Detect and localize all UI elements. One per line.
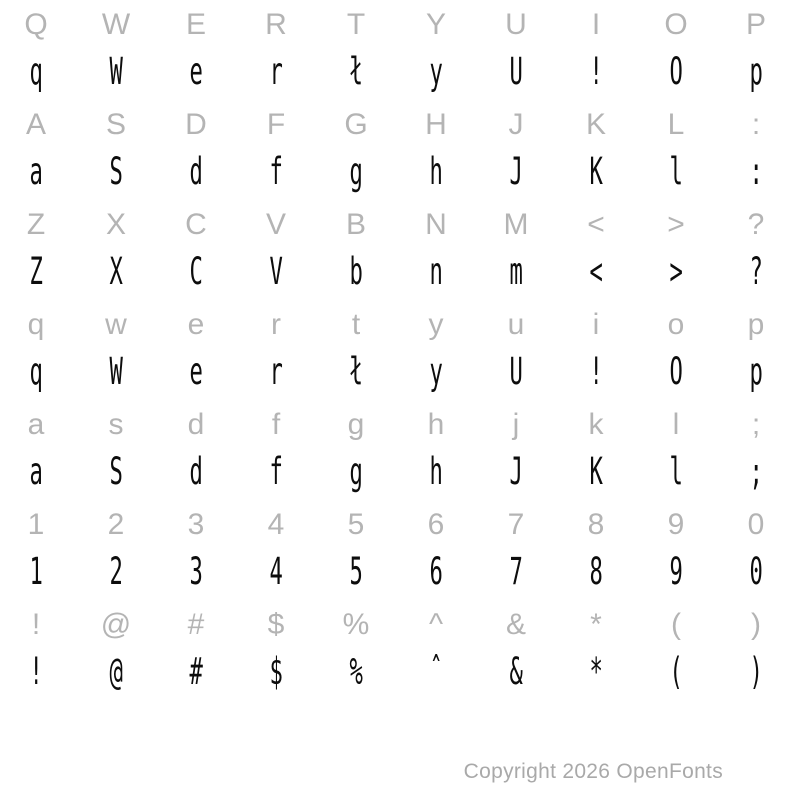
glyph-cell: [236, 450, 316, 505]
reference-glyph: 8: [587, 508, 605, 541]
reference-glyph: T: [346, 8, 366, 41]
glyph-cell: [476, 50, 556, 105]
specimen-row: [0, 250, 796, 305]
reference-glyph: >: [667, 208, 685, 241]
glyph-cell: [316, 650, 396, 705]
reference-glyph: r: [271, 308, 281, 341]
reference-glyph: 9: [667, 508, 685, 541]
specimen-glyph: q: [29, 50, 43, 93]
specimen-glyph: C: [189, 250, 203, 293]
specimen-glyph: ?: [749, 250, 763, 293]
reference-glyph: N: [425, 208, 447, 241]
specimen-glyph: h: [429, 450, 443, 493]
glyph-grid: [0, 5, 796, 705]
specimen-glyph: 4: [269, 550, 283, 593]
glyph-cell: [76, 50, 156, 105]
glyph-cell: [76, 450, 156, 505]
specimen-glyph: q: [29, 350, 43, 393]
specimen-glyph: r: [269, 350, 283, 393]
specimen-glyph: $: [269, 650, 283, 693]
specimen-glyph: S: [109, 150, 123, 193]
specimen-glyph: ): [749, 650, 763, 693]
specimen-glyph: #: [189, 650, 203, 693]
specimen-glyph: f: [269, 150, 283, 193]
specimen-glyph: p: [749, 50, 763, 93]
specimen-glyph: e: [189, 350, 203, 393]
glyph-cell: [0, 550, 76, 605]
reference-glyph: :: [751, 108, 761, 141]
reference-glyph: p: [747, 308, 765, 341]
specimen-glyph: l: [669, 150, 683, 193]
glyph-cell: [716, 350, 796, 405]
specimen-glyph: ł: [349, 50, 363, 93]
glyph-cell: [0, 650, 76, 705]
reference-glyph: t: [351, 308, 361, 341]
specimen-glyph: h: [429, 150, 443, 193]
reference-glyph: d: [187, 408, 205, 441]
specimen-row: [0, 150, 796, 205]
specimen-row: [0, 650, 796, 705]
glyph-cell: [556, 250, 636, 305]
glyph-cell: [476, 250, 556, 305]
specimen-glyph: &: [509, 650, 523, 693]
glyph-cell: [636, 150, 716, 205]
reference-glyph: o: [667, 308, 685, 341]
glyph-cell: [236, 250, 316, 305]
glyph-cell: [716, 550, 796, 605]
reference-glyph: 4: [267, 508, 285, 541]
specimen-glyph: O: [669, 50, 683, 93]
specimen-glyph: W: [109, 50, 123, 93]
glyph-cell: [476, 450, 556, 505]
glyph-cell: [716, 150, 796, 205]
reference-glyph: 7: [507, 508, 525, 541]
glyph-cell: [396, 550, 476, 605]
specimen-glyph: ;: [749, 450, 763, 493]
specimen-glyph: d: [189, 150, 203, 193]
glyph-cell: [396, 150, 476, 205]
reference-glyph: J: [508, 108, 524, 141]
glyph-cell: [0, 450, 76, 505]
reference-glyph: !: [31, 608, 41, 641]
specimen-glyph: %: [349, 650, 363, 693]
reference-glyph: 6: [427, 508, 445, 541]
reference-glyph: ^: [428, 608, 444, 641]
specimen-glyph: <: [589, 250, 603, 293]
glyph-cell: [156, 450, 236, 505]
reference-glyph: e: [187, 308, 205, 341]
specimen-glyph: y: [429, 50, 443, 93]
glyph-cell: [316, 550, 396, 605]
glyph-cell: [76, 550, 156, 605]
reference-glyph: a: [27, 408, 45, 441]
specimen-glyph: 5: [349, 550, 363, 593]
glyph-cell: [156, 650, 236, 705]
specimen-glyph: X: [109, 250, 123, 293]
glyph-cell: [316, 50, 396, 105]
specimen-glyph: b: [349, 250, 363, 293]
reference-glyph: 2: [107, 508, 125, 541]
reference-glyph: C: [185, 208, 207, 241]
specimen-glyph: J: [509, 450, 523, 493]
reference-glyph: &: [505, 608, 526, 641]
reference-glyph: q: [27, 308, 45, 341]
glyph-cell: [556, 650, 636, 705]
specimen-glyph: 2: [109, 550, 123, 593]
specimen-glyph: 7: [509, 550, 523, 593]
specimen-glyph: a: [29, 150, 43, 193]
specimen-glyph: K: [589, 150, 603, 193]
glyph-cell: [236, 550, 316, 605]
glyph-cell: [476, 150, 556, 205]
glyph-cell: [236, 650, 316, 705]
specimen-glyph: S: [109, 450, 123, 493]
glyph-cell: [636, 250, 716, 305]
reference-glyph: E: [185, 8, 206, 41]
glyph-cell: [716, 250, 796, 305]
specimen-glyph: ł: [349, 350, 363, 393]
specimen-glyph: g: [349, 150, 363, 193]
specimen-glyph: Z: [29, 250, 43, 293]
specimen-glyph: a: [29, 450, 43, 493]
reference-glyph: Y: [425, 8, 446, 41]
reference-glyph: s: [108, 408, 124, 441]
reference-glyph: G: [344, 108, 368, 141]
glyph-cell: [636, 450, 716, 505]
specimen-glyph: d: [189, 450, 203, 493]
glyph-cell: [476, 650, 556, 705]
reference-glyph: 1: [27, 508, 45, 541]
specimen-glyph: O: [669, 350, 683, 393]
reference-glyph: B: [345, 208, 366, 241]
glyph-cell: [156, 250, 236, 305]
copyright-text: Copyright 2026 OpenFonts: [463, 760, 723, 783]
glyph-cell: [556, 550, 636, 605]
glyph-cell: [396, 450, 476, 505]
reference-glyph: $: [267, 608, 285, 641]
specimen-glyph: m: [509, 250, 523, 293]
glyph-cell: [156, 150, 236, 205]
reference-glyph: S: [105, 108, 126, 141]
glyph-cell: [396, 350, 476, 405]
glyph-cell: [476, 550, 556, 605]
glyph-cell: [76, 150, 156, 205]
glyph-cell: [716, 50, 796, 105]
reference-glyph: U: [505, 8, 527, 41]
glyph-cell: [636, 650, 716, 705]
specimen-row: [0, 550, 796, 605]
reference-glyph: V: [265, 208, 286, 241]
glyph-cell: [636, 550, 716, 605]
reference-glyph: h: [427, 408, 445, 441]
glyph-cell: [396, 50, 476, 105]
specimen-glyph: !: [589, 350, 603, 393]
specimen-glyph: J: [509, 150, 523, 193]
reference-glyph: 0: [747, 508, 765, 541]
reference-glyph: g: [347, 408, 365, 441]
reference-glyph: A: [25, 108, 46, 141]
reference-glyph: i: [592, 308, 600, 341]
specimen-glyph: 0: [749, 550, 763, 593]
glyph-cell: [556, 350, 636, 405]
reference-glyph: <: [587, 208, 605, 241]
reference-glyph: *: [590, 608, 602, 641]
reference-glyph: (: [671, 608, 681, 641]
reference-glyph: Q: [24, 8, 48, 41]
glyph-cell: [236, 50, 316, 105]
glyph-cell: [716, 650, 796, 705]
specimen-row: [0, 350, 796, 405]
reference-glyph: ?: [747, 208, 765, 241]
specimen-glyph: e: [189, 50, 203, 93]
glyph-cell: [316, 150, 396, 205]
specimen-glyph: 9: [669, 550, 683, 593]
specimen-glyph: n: [429, 250, 443, 293]
specimen-glyph: U: [509, 350, 523, 393]
reference-glyph: H: [425, 108, 447, 141]
specimen-row: [0, 50, 796, 105]
reference-glyph: 5: [347, 508, 365, 541]
reference-glyph: P: [745, 8, 766, 41]
reference-glyph: #: [187, 608, 205, 641]
reference-glyph: u: [507, 308, 525, 341]
reference-glyph: L: [667, 108, 685, 141]
glyph-cell: [636, 50, 716, 105]
glyph-cell: [316, 250, 396, 305]
specimen-glyph: K: [589, 450, 603, 493]
specimen-glyph: 8: [589, 550, 603, 593]
reference-glyph: F: [266, 108, 286, 141]
glyph-cell: [556, 150, 636, 205]
specimen-glyph: (: [669, 650, 683, 693]
specimen-glyph: :: [749, 150, 763, 193]
specimen-glyph: 3: [189, 550, 203, 593]
specimen-glyph: >: [669, 250, 683, 293]
reference-glyph: f: [271, 408, 281, 441]
glyph-cell: [316, 350, 396, 405]
reference-glyph: I: [591, 8, 601, 41]
reference-glyph: W: [101, 8, 131, 41]
glyph-cell: [0, 350, 76, 405]
glyph-cell: [76, 250, 156, 305]
glyph-cell: [0, 250, 76, 305]
glyph-cell: [556, 50, 636, 105]
glyph-cell: [556, 450, 636, 505]
specimen-glyph: p: [749, 350, 763, 393]
specimen-glyph: r: [269, 50, 283, 93]
specimen-glyph: y: [429, 350, 443, 393]
reference-glyph: 3: [187, 508, 205, 541]
glyph-cell: [636, 350, 716, 405]
reference-glyph: D: [185, 108, 207, 141]
reference-glyph: R: [265, 8, 287, 41]
specimen-glyph: l: [669, 450, 683, 493]
reference-glyph: O: [664, 8, 688, 41]
specimen-glyph: *: [589, 650, 603, 693]
glyph-cell: [236, 150, 316, 205]
reference-glyph: @: [100, 608, 132, 641]
glyph-cell: [0, 50, 76, 105]
reference-glyph: Z: [26, 208, 46, 241]
reference-glyph: k: [588, 408, 604, 441]
glyph-cell: [476, 350, 556, 405]
reference-glyph: X: [105, 208, 126, 241]
specimen-glyph: g: [349, 450, 363, 493]
specimen-glyph: !: [589, 50, 603, 93]
reference-glyph: ;: [751, 408, 761, 441]
specimen-glyph: @: [109, 650, 123, 693]
reference-glyph: M: [503, 208, 529, 241]
glyph-cell: [76, 650, 156, 705]
specimen-glyph: U: [509, 50, 523, 93]
specimen-glyph: f: [269, 450, 283, 493]
glyph-cell: [316, 450, 396, 505]
specimen-glyph: !: [29, 650, 43, 693]
glyph-cell: [396, 250, 476, 305]
reference-glyph: w: [105, 308, 127, 341]
reference-glyph: j: [512, 408, 520, 441]
specimen-glyph: 6: [429, 550, 443, 593]
reference-glyph: ): [751, 608, 761, 641]
reference-glyph: %: [342, 608, 370, 641]
glyph-cell: [0, 150, 76, 205]
reference-glyph: K: [585, 108, 606, 141]
specimen-glyph: V: [269, 250, 283, 293]
specimen-row: [0, 450, 796, 505]
glyph-cell: [156, 50, 236, 105]
specimen-glyph: W: [109, 350, 123, 393]
reference-glyph: l: [672, 408, 680, 441]
glyph-cell: [236, 350, 316, 405]
glyph-cell: [76, 350, 156, 405]
glyph-cell: [396, 650, 476, 705]
glyph-cell: [716, 450, 796, 505]
glyph-cell: [156, 550, 236, 605]
reference-glyph: y: [428, 308, 444, 341]
glyph-cell: [156, 350, 236, 405]
specimen-glyph: ˆ: [429, 650, 443, 693]
specimen-glyph: 1: [29, 550, 43, 593]
